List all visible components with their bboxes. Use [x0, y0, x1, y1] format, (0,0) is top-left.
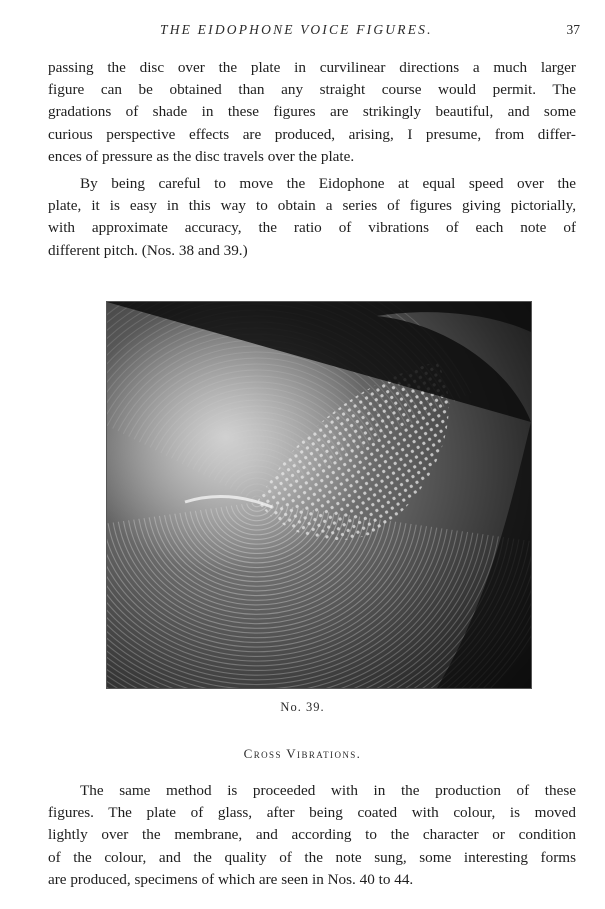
figure-caption: No. 39. — [280, 700, 325, 714]
text-line: are produced, specimens of which are seen in Nos. 40 to 44. — [48, 870, 414, 888]
text-line: figures. The plate of glass, after being coated with colour, is moved — [48, 804, 576, 822]
paragraph-curvilinear — [48, 57, 576, 168]
text-line: figure can be obtained than any straight course would permit. The — [48, 81, 576, 99]
voice-figure-image — [107, 302, 531, 688]
text-line: of the colour, and the quality of the note sung, some interesting forms — [48, 848, 576, 866]
text-line: curious perspective effects are produced, arising, I presume, from differ- — [48, 125, 576, 143]
text-line: plate, it is easy in this way to obtain a series of figures giving pictorially, — [48, 197, 576, 215]
paragraph-equal-speed — [48, 173, 576, 262]
text-line: passing the disc over the plate in curvilinear directions a much larger — [48, 59, 576, 76]
text-line: different pitch. (Nos. 38 and 39.) — [48, 241, 248, 259]
running-head — [48, 22, 580, 42]
text-line: The same method is proceeded with in the production of these — [80, 782, 576, 799]
text-line: By being careful to move the Eidophone at equal speed over the — [80, 175, 576, 192]
section-heading: Cross Vibrations. — [243, 746, 362, 761]
voice-figure-photograph — [107, 302, 531, 688]
text-line: lightly over the membrane, and according to the character or condition — [48, 826, 576, 844]
running-title: THE EIDOPHONE VOICE FIGURES. — [160, 22, 433, 37]
paragraph-cross-vibrations — [48, 780, 576, 891]
page-number: 37 — [566, 22, 580, 37]
text-line: with approximate accuracy, the ratio of vibrations of each note of — [48, 219, 576, 237]
text-line: gradations of shade in these figures are strikingly beautiful, and some — [48, 103, 576, 121]
text-line: ences of pressure as the disc travels over the plate. — [48, 147, 355, 165]
